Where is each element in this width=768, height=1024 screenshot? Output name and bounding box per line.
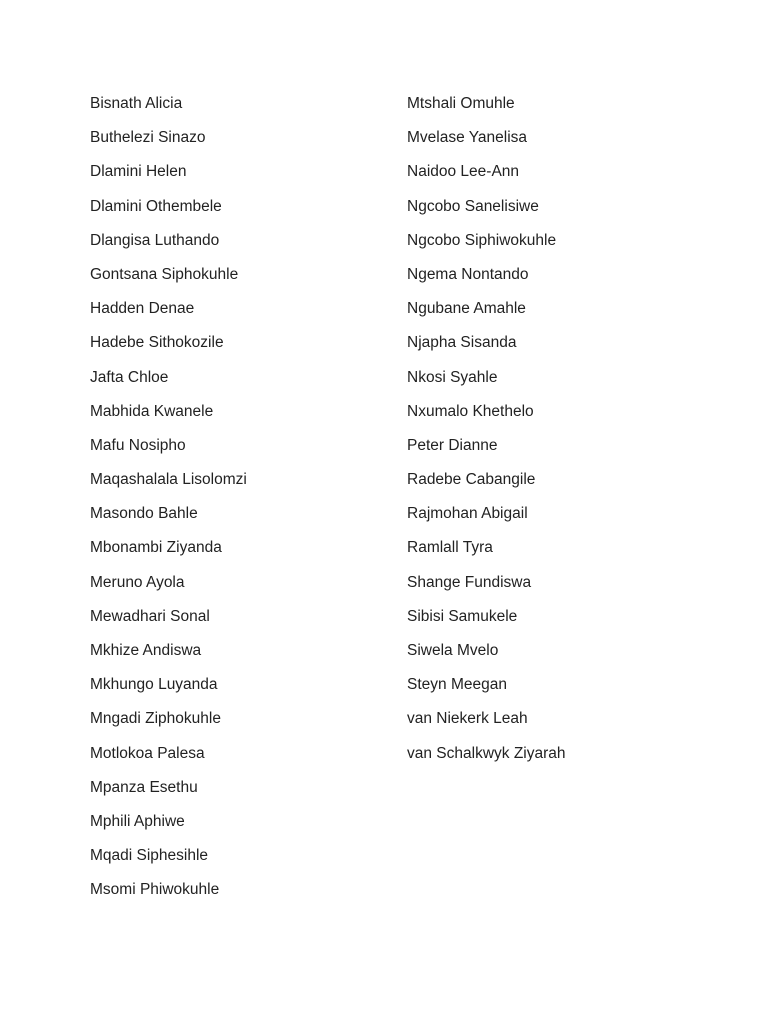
- name-list-item: Dlangisa Luthando: [90, 231, 220, 249]
- name-list-item: Nkosi Syahle: [407, 368, 498, 386]
- name-list-item: Dlamini Helen: [90, 163, 187, 181]
- name-list-item: Mbonambi Ziyanda: [90, 539, 222, 557]
- name-list-item: Ramlall Tyra: [407, 539, 493, 557]
- name-list-item: Jafta Chloe: [90, 368, 169, 386]
- name-list-item: Hadden Denae: [90, 300, 195, 318]
- name-list-item: Dlamini Othembele: [90, 197, 222, 215]
- name-list-item: Motlokoa Palesa: [90, 744, 205, 762]
- name-list-item: Mngadi Ziphokuhle: [90, 710, 221, 728]
- name-list-item: Ngcobo Sanelisiwe: [407, 197, 539, 215]
- name-list-item: van Niekerk Leah: [407, 710, 528, 728]
- name-list-item: Mpanza Esethu: [90, 778, 198, 796]
- name-list-item: Mkhungo Luyanda: [90, 676, 218, 694]
- name-list-item: Buthelezi Sinazo: [90, 129, 206, 147]
- name-list-item: Gontsana Siphokuhle: [90, 265, 239, 283]
- name-list-item: van Schalkwyk Ziyarah: [407, 744, 566, 762]
- name-list-item: Sibisi Samukele: [407, 607, 518, 625]
- name-list-item: Radebe Cabangile: [407, 471, 536, 489]
- name-list-item: Naidoo Lee-Ann: [407, 163, 520, 181]
- name-list-item: Meruno Ayola: [90, 573, 185, 591]
- name-list-item: Rajmohan Abigail: [407, 505, 528, 523]
- name-list-item: Mafu Nosipho: [90, 436, 186, 454]
- name-list-item: Ngema Nontando: [407, 265, 529, 283]
- name-list-right-column: [407, 93, 566, 777]
- name-list-item: Hadebe Sithokozile: [90, 334, 224, 352]
- name-list-item: Ngubane Amahle: [407, 300, 526, 318]
- name-list-item: Peter Dianne: [407, 436, 498, 454]
- name-list-left-column: [90, 93, 247, 914]
- name-list-item: Mvelase Yanelisa: [407, 129, 528, 147]
- name-list-item: Mkhize Andiswa: [90, 642, 202, 659]
- name-list-item: Mtshali Omuhle: [407, 95, 515, 112]
- name-list-item: Nxumalo Khethelo: [407, 402, 534, 420]
- name-list-item: Bisnath Alicia: [90, 95, 183, 112]
- name-list-item: Mabhida Kwanele: [90, 402, 214, 420]
- name-list-item: Steyn Meegan: [407, 676, 507, 694]
- name-list-item: Njapha Sisanda: [407, 334, 517, 352]
- name-list-item: Msomi Phiwokuhle: [90, 881, 220, 899]
- name-list-item: Mewadhari Sonal: [90, 607, 210, 625]
- name-list-item: Maqashalala Lisolomzi: [90, 471, 247, 489]
- name-list-item: Shange Fundiswa: [407, 573, 532, 591]
- name-list-item: Mqadi Siphesihle: [90, 847, 209, 865]
- name-list-item: Mphili Aphiwe: [90, 812, 185, 830]
- name-list-item: Siwela Mvelo: [407, 642, 499, 659]
- name-list-item: Ngcobo Siphiwokuhle: [407, 231, 557, 249]
- name-list-item: Masondo Bahle: [90, 505, 198, 523]
